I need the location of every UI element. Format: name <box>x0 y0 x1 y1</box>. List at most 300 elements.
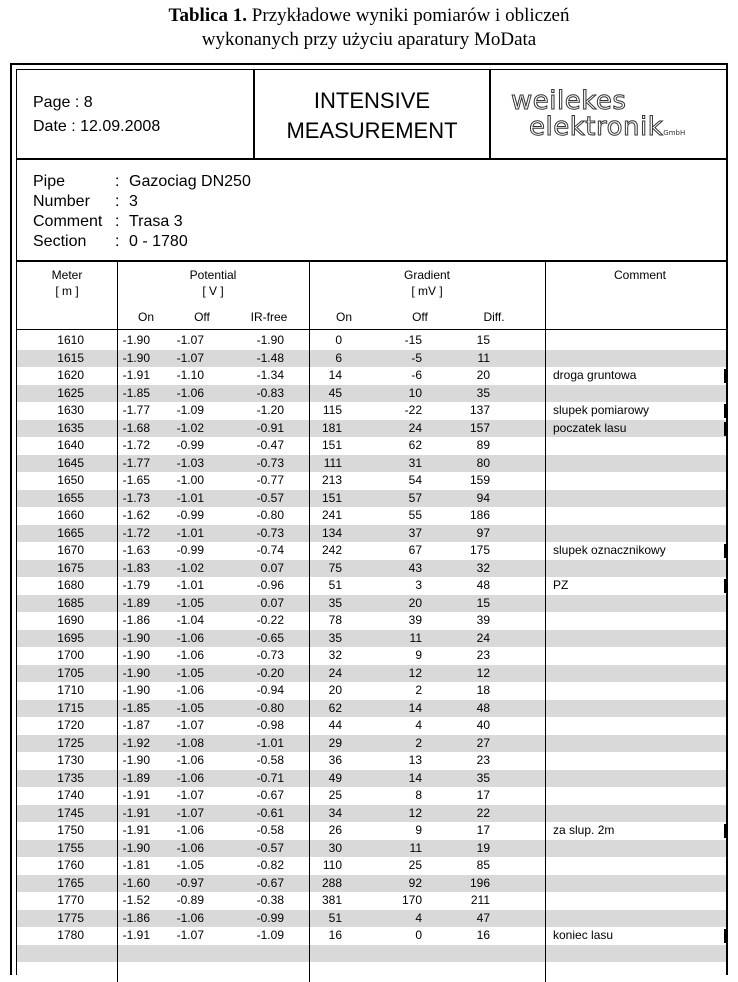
cell-pot-irfree: -1.34 <box>256 368 284 382</box>
cell-pot-off: -1.05 <box>176 700 204 715</box>
cell-grad-diff: 24 <box>476 630 490 645</box>
cell-pot-on: -1.72 <box>122 438 150 452</box>
cell-grad-diff: 32 <box>476 560 490 575</box>
cell-pot-on: -1.86 <box>122 613 150 627</box>
cell-pot-on: -1.90 <box>122 333 150 347</box>
cell-grad-off: 9 <box>415 823 422 837</box>
cell-grad-diff: 89 <box>476 438 490 452</box>
cell-grad-on: 34 <box>328 805 342 820</box>
cell-grad-off: -6 <box>411 368 422 382</box>
cell-grad-on: 0 <box>335 333 342 347</box>
cell-meter: 1660 <box>57 508 84 522</box>
table-row <box>17 385 726 403</box>
logo-text2: elektronik <box>529 112 664 142</box>
cell-grad-off: 4 <box>415 718 422 732</box>
table-row <box>17 612 726 630</box>
cell-meter: 1735 <box>57 770 84 785</box>
cell-pot-irfree: -0.94 <box>256 683 284 697</box>
cell-grad-diff: 97 <box>476 525 490 540</box>
cell-meter: 1780 <box>57 928 84 942</box>
cell-grad-diff: 159 <box>469 473 490 487</box>
logo-text1: weilekes <box>511 86 627 116</box>
cell-grad-off: -5 <box>411 350 422 365</box>
cell-meter: 1610 <box>57 333 84 347</box>
cell-pot-off: -1.06 <box>176 840 204 855</box>
col-potential-header <box>117 268 309 298</box>
cell-pot-irfree: -0.74 <box>256 543 284 557</box>
pipe-info <box>17 160 726 262</box>
cell-grad-diff: 35 <box>476 385 490 400</box>
cell-meter: 1770 <box>57 893 84 907</box>
page-info <box>17 70 255 158</box>
cell-meter: 1685 <box>57 595 84 610</box>
cell-pot-off: -1.06 <box>176 753 204 767</box>
cell-pot-irfree: -0.91 <box>256 420 284 435</box>
cell-meter: 1655 <box>57 490 84 505</box>
cell-pot-irfree: 0.07 <box>260 560 284 575</box>
cell-grad-diff: 17 <box>476 788 490 802</box>
cell-pot-irfree: -0.57 <box>256 490 284 505</box>
cell-meter: 1760 <box>57 858 84 872</box>
cell-pot-on: -1.91 <box>122 823 150 837</box>
cell-grad-on: 381 <box>321 893 342 907</box>
cell-grad-off: 2 <box>415 735 422 750</box>
cell-pot-irfree: -0.98 <box>256 718 284 732</box>
cell-meter: 1680 <box>57 578 84 592</box>
cell-comment: droga gruntowa <box>553 368 637 382</box>
cell-pot-irfree: -0.38 <box>256 893 284 907</box>
cell-pot-on: -1.73 <box>122 490 150 505</box>
sub-irfree: IR-free <box>250 310 288 324</box>
cell-grad-off: 0 <box>415 928 422 942</box>
cell-comment: slupek pomiarowy <box>553 403 650 417</box>
cell-pot-on: -1.90 <box>122 753 150 767</box>
cell-meter: 1775 <box>57 910 84 925</box>
cell-grad-off: 57 <box>408 490 422 505</box>
table-row <box>17 892 726 910</box>
info-sep: : <box>115 233 120 250</box>
cell-pot-off: -1.02 <box>176 560 204 575</box>
cell-pot-off: -1.06 <box>176 770 204 785</box>
cell-pot-off: -1.07 <box>176 928 204 942</box>
cell-pot-on: -1.90 <box>122 648 150 662</box>
cell-pot-off: -1.09 <box>176 403 204 417</box>
cell-pot-irfree: -1.90 <box>256 333 284 347</box>
cell-pot-off: -1.04 <box>176 613 204 627</box>
cell-comment: slupek oznacznikowy <box>553 543 666 557</box>
cell-grad-diff: 47 <box>476 910 490 925</box>
table-row <box>17 875 726 893</box>
info-sep: : <box>115 173 120 190</box>
table-row <box>17 770 726 788</box>
cell-grad-diff: 40 <box>476 718 490 732</box>
cell-pot-off: -0.99 <box>176 438 204 452</box>
cell-pot-off: -1.07 <box>176 805 204 820</box>
cell-pot-irfree: -0.71 <box>256 770 284 785</box>
cell-grad-on: 213 <box>321 473 342 487</box>
info-key: Section <box>33 233 87 250</box>
cell-grad-on: 62 <box>328 700 342 715</box>
cell-meter: 1740 <box>57 788 84 802</box>
table-row <box>17 735 726 753</box>
cell-grad-off: 8 <box>415 788 422 802</box>
cell-pot-off: -1.01 <box>176 490 204 505</box>
sub-diff: Diff. <box>483 310 505 324</box>
table-row <box>17 542 726 560</box>
cell-grad-on: 111 <box>323 455 342 470</box>
company-logo <box>511 88 685 146</box>
cell-grad-diff: 48 <box>476 700 490 715</box>
cell-grad-diff: 39 <box>476 613 490 627</box>
cell-grad-diff: 85 <box>476 858 490 872</box>
table-row <box>17 350 726 368</box>
cell-comment: za slup. 2m <box>553 823 615 837</box>
cell-pot-on: -1.60 <box>122 875 150 890</box>
cell-pot-off: -0.99 <box>176 543 204 557</box>
cell-pot-irfree: -0.61 <box>256 805 284 820</box>
cell-pot-on: -1.63 <box>122 543 150 557</box>
cell-grad-diff: 35 <box>476 770 490 785</box>
col-divider-1 <box>117 262 118 982</box>
cell-grad-off: 10 <box>408 385 422 400</box>
sub-g-off: Off <box>412 310 428 324</box>
info-sep: : <box>115 213 120 230</box>
cell-grad-diff: 80 <box>476 455 490 470</box>
logo-suffix: GmbH <box>663 129 686 137</box>
table-row <box>17 787 726 805</box>
cell-pot-irfree: -0.67 <box>256 875 284 890</box>
title-line2: MEASUREMENT <box>286 118 458 143</box>
cell-grad-off: -15 <box>404 333 422 347</box>
cell-meter: 1695 <box>57 630 84 645</box>
header-rule <box>17 329 726 330</box>
cell-grad-off: 13 <box>408 753 422 767</box>
cell-pot-irfree: -0.83 <box>256 385 284 400</box>
logo-area <box>493 70 726 158</box>
cell-grad-diff: 186 <box>469 508 490 522</box>
cell-pot-on: -1.90 <box>122 350 150 365</box>
table-row <box>17 665 726 683</box>
cell-pot-irfree: -0.80 <box>256 700 284 715</box>
comment-marker <box>724 369 726 383</box>
cell-grad-on: 115 <box>322 403 342 417</box>
cell-pot-irfree: -1.01 <box>256 735 284 750</box>
title-line1: INTENSIVE <box>313 88 431 113</box>
cell-pot-off: -1.07 <box>176 788 204 802</box>
cell-pot-off: -1.05 <box>176 665 204 680</box>
cell-pot-off: -1.08 <box>176 735 204 750</box>
table-row <box>17 595 726 613</box>
cell-grad-on: 32 <box>328 648 342 662</box>
cell-pot-on: -1.89 <box>122 595 150 610</box>
cell-pot-on: -1.79 <box>122 578 150 592</box>
cell-pot-on: -1.91 <box>122 928 150 942</box>
cell-grad-off: 25 <box>408 858 422 872</box>
col-meter-label: Meter <box>51 268 83 282</box>
cell-pot-on: -1.62 <box>122 508 150 522</box>
cell-grad-on: 242 <box>321 543 342 557</box>
cell-meter: 1720 <box>57 718 84 732</box>
table-row <box>17 402 726 420</box>
cell-pot-on: -1.72 <box>122 525 150 540</box>
cell-grad-off: 39 <box>408 613 422 627</box>
cell-pot-off: -1.10 <box>176 368 204 382</box>
cell-grad-on: 78 <box>328 613 342 627</box>
cell-grad-off: 62 <box>408 438 422 452</box>
cell-pot-on: -1.87 <box>122 718 150 732</box>
cell-meter: 1625 <box>57 385 84 400</box>
caption-line2: wykonanych przy użyciu aparatury MoData <box>201 29 537 50</box>
info-value: Gazociag DN250 <box>129 173 251 190</box>
page-number: Page : 8 <box>33 94 93 111</box>
cell-pot-on: -1.91 <box>122 805 150 820</box>
comment-marker <box>724 544 726 558</box>
cell-grad-diff: 94 <box>476 490 490 505</box>
cell-grad-diff: 12 <box>476 665 490 680</box>
cell-comment: poczatek lasu <box>553 420 627 435</box>
caption-label: Tablica 1. <box>168 5 248 26</box>
cell-meter: 1750 <box>57 823 84 837</box>
cell-pot-off: -1.06 <box>176 648 204 662</box>
cell-grad-off: 20 <box>408 595 422 610</box>
cell-grad-diff: 17 <box>476 823 490 837</box>
cell-grad-off: 55 <box>408 508 422 522</box>
col-divider-3 <box>545 262 546 982</box>
cell-grad-off: 2 <box>415 683 422 697</box>
info-value: 3 <box>129 193 138 210</box>
table-row <box>17 945 726 963</box>
cell-grad-on: 16 <box>328 928 342 942</box>
cell-grad-diff: 157 <box>469 420 490 435</box>
cell-meter: 1700 <box>57 648 84 662</box>
cell-pot-on: -1.91 <box>122 788 150 802</box>
cell-pot-off: -0.97 <box>176 875 204 890</box>
table-row <box>17 857 726 875</box>
cell-grad-diff: 23 <box>476 753 490 767</box>
cell-grad-on: 134 <box>321 525 342 540</box>
cell-meter: 1650 <box>57 473 84 487</box>
table-row <box>17 630 726 648</box>
cell-pot-off: -1.01 <box>176 525 204 540</box>
cell-pot-irfree: -0.65 <box>256 630 284 645</box>
cell-grad-on: 51 <box>328 910 342 925</box>
col-comment-header: Comment <box>613 268 666 282</box>
cell-grad-on: 35 <box>328 595 342 610</box>
cell-meter: 1690 <box>57 613 84 627</box>
table-row <box>17 700 726 718</box>
cell-grad-diff: 15 <box>476 595 490 610</box>
cell-meter: 1640 <box>57 438 84 452</box>
comment-marker <box>724 422 726 436</box>
cell-pot-on: -1.81 <box>122 858 150 872</box>
report-header <box>17 70 726 160</box>
table-row <box>17 490 726 508</box>
table-row <box>17 822 726 840</box>
cell-pot-irfree: -0.57 <box>256 840 284 855</box>
cell-pot-irfree: -0.73 <box>256 648 284 662</box>
cell-grad-diff: 23 <box>476 648 490 662</box>
table-row <box>17 647 726 665</box>
cell-grad-off: 24 <box>408 420 422 435</box>
cell-grad-off: 54 <box>408 473 422 487</box>
cell-grad-diff: 48 <box>476 578 490 592</box>
cell-grad-off: 3 <box>415 578 422 592</box>
cell-grad-on: 20 <box>328 683 342 697</box>
table-row <box>17 805 726 823</box>
report-date: Date : 12.09.2008 <box>33 118 161 135</box>
cell-pot-off: -1.05 <box>176 595 204 610</box>
cell-grad-on: 44 <box>328 718 342 732</box>
cell-pot-off: -1.07 <box>176 333 204 347</box>
cell-pot-off: -0.99 <box>176 508 204 522</box>
report-inner <box>16 69 728 975</box>
cell-grad-diff: 16 <box>476 928 490 942</box>
cell-grad-diff: 175 <box>469 543 490 557</box>
cell-meter: 1630 <box>57 403 84 417</box>
info-row <box>33 192 138 212</box>
info-value: Trasa 3 <box>129 213 183 230</box>
cell-comment: PZ <box>553 578 569 592</box>
table-row <box>17 577 726 595</box>
cell-pot-off: -1.00 <box>176 473 204 487</box>
cell-meter: 1645 <box>57 455 84 470</box>
info-key: Pipe <box>33 173 66 190</box>
cell-pot-on: -1.83 <box>122 560 150 575</box>
cell-pot-irfree: -0.99 <box>256 910 284 925</box>
table-row <box>17 927 726 945</box>
cell-pot-irfree: -0.58 <box>256 823 284 837</box>
cell-pot-irfree: -0.22 <box>256 613 284 627</box>
cell-meter: 1635 <box>57 420 84 435</box>
table-row <box>17 420 726 438</box>
cell-pot-on: -1.90 <box>122 683 150 697</box>
table-row <box>17 560 726 578</box>
cell-meter: 1745 <box>57 805 84 820</box>
cell-pot-irfree: -1.09 <box>256 928 284 942</box>
table-caption <box>0 4 738 52</box>
caption-line1: Przykładowe wyniki pomiarów i obliczeń <box>247 5 570 26</box>
cell-grad-off: 4 <box>415 910 422 925</box>
table-row <box>17 525 726 543</box>
cell-grad-on: 241 <box>321 508 342 522</box>
sub-off: Off <box>194 310 210 324</box>
cell-grad-on: 24 <box>328 665 342 680</box>
cell-pot-irfree: -1.20 <box>256 403 284 417</box>
cell-meter: 1665 <box>57 525 84 540</box>
cell-grad-on: 181 <box>321 420 342 435</box>
cell-pot-off: -1.02 <box>176 420 204 435</box>
cell-pot-irfree: -0.77 <box>256 473 284 487</box>
cell-pot-irfree: -0.47 <box>256 438 284 452</box>
sub-on: On <box>137 310 154 324</box>
cell-grad-off: 37 <box>408 525 422 540</box>
sub-g-on: On <box>335 310 352 324</box>
cell-pot-on: -1.89 <box>122 770 150 785</box>
cell-grad-on: 25 <box>328 788 342 802</box>
cell-pot-off: -1.06 <box>176 910 204 925</box>
comment-marker <box>724 929 726 943</box>
cell-pot-irfree: -0.80 <box>256 508 284 522</box>
table-row <box>17 752 726 770</box>
cell-grad-diff: 20 <box>476 368 490 382</box>
info-key: Comment <box>33 213 103 230</box>
col-gradient-unit: [ mV ] <box>411 284 443 298</box>
report-frame <box>10 63 728 975</box>
cell-grad-on: 14 <box>328 368 342 382</box>
cell-pot-on: -1.90 <box>122 665 150 680</box>
cell-pot-irfree: -0.67 <box>256 788 284 802</box>
cell-grad-off: 67 <box>408 543 422 557</box>
cell-grad-off: 9 <box>415 648 422 662</box>
cell-pot-irfree: -0.82 <box>256 858 284 872</box>
info-value: 0 - 1780 <box>129 233 188 250</box>
cell-grad-on: 30 <box>328 840 342 855</box>
cell-meter: 1620 <box>57 368 84 382</box>
cell-pot-off: -1.06 <box>176 683 204 697</box>
table-row <box>17 910 726 928</box>
col-meter-header <box>17 268 117 298</box>
cell-pot-irfree: -0.73 <box>256 525 284 540</box>
col-potential-label: Potential <box>189 268 237 282</box>
col-meter-unit: [ m ] <box>55 284 79 298</box>
cell-pot-off: -0.89 <box>176 893 204 907</box>
col-potential-unit: [ V ] <box>202 284 224 298</box>
cell-pot-on: -1.90 <box>122 630 150 645</box>
col-divider-2 <box>309 262 310 982</box>
cell-grad-diff: 11 <box>477 350 490 365</box>
table-row <box>17 682 726 700</box>
cell-pot-off: -1.06 <box>176 823 204 837</box>
info-row <box>33 232 188 252</box>
cell-grad-diff: 22 <box>476 805 490 820</box>
cell-pot-off: -1.07 <box>176 718 204 732</box>
cell-grad-on: 45 <box>328 385 342 400</box>
cell-pot-on: -1.92 <box>122 735 150 750</box>
cell-grad-on: 6 <box>335 350 342 365</box>
cell-grad-on: 151 <box>321 438 342 452</box>
info-key: Number <box>33 193 90 210</box>
col-gradient-header <box>309 268 545 298</box>
cell-grad-diff: 137 <box>469 403 490 417</box>
cell-pot-irfree: -1.48 <box>256 350 284 365</box>
cell-meter: 1765 <box>57 875 84 890</box>
cell-pot-off: -1.07 <box>176 350 204 365</box>
cell-grad-off: 43 <box>408 560 422 575</box>
comment-marker <box>724 404 726 418</box>
cell-grad-off: 11 <box>409 840 422 855</box>
cell-grad-off: 12 <box>408 665 422 680</box>
cell-pot-off: -1.03 <box>176 455 204 470</box>
cell-pot-on: -1.65 <box>122 473 150 487</box>
cell-grad-on: 36 <box>328 753 342 767</box>
info-sep: : <box>115 193 120 210</box>
cell-pot-irfree: -0.96 <box>256 578 284 592</box>
cell-grad-on: 35 <box>328 630 342 645</box>
cell-pot-irfree: 0.07 <box>260 595 284 610</box>
cell-grad-off: 31 <box>408 455 422 470</box>
table-row <box>17 437 726 455</box>
cell-meter: 1670 <box>57 543 84 557</box>
cell-grad-on: 288 <box>321 875 342 890</box>
comment-marker <box>724 579 726 593</box>
cell-pot-on: -1.90 <box>122 840 150 855</box>
cell-grad-off: 11 <box>409 630 422 645</box>
cell-grad-on: 26 <box>328 823 342 837</box>
cell-pot-off: -1.06 <box>176 630 204 645</box>
cell-pot-on: -1.86 <box>122 910 150 925</box>
cell-meter: 1705 <box>57 665 84 680</box>
cell-grad-off: -22 <box>404 403 422 417</box>
